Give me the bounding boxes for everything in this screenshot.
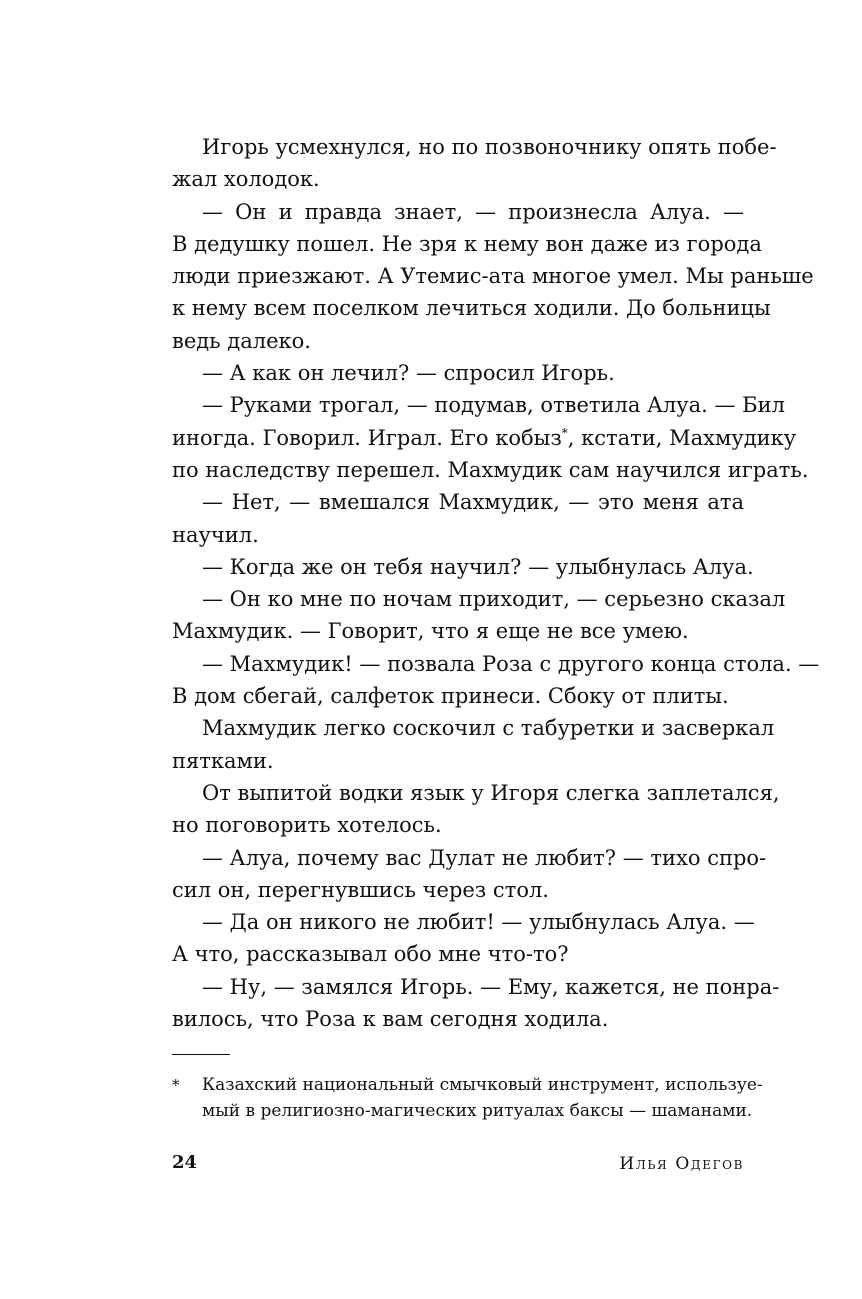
text-line-content: — Алуа, почему вас Дулат не любит? — тихо спро-: [202, 845, 767, 870]
text-line: [172, 842, 767, 874]
text-line-content: — Когда же он тебя научил? — улыбнулась Алуа.: [202, 554, 754, 579]
text-line: [172, 519, 744, 551]
text-line: [172, 809, 744, 841]
text-line-content: жал холодок.: [172, 167, 320, 192]
text-line-content: вилось, что Роза к вам сегодня ходила.: [172, 1007, 609, 1032]
text-line: [172, 454, 809, 486]
text-line: [172, 971, 780, 1003]
text-line: [172, 260, 814, 292]
text-line-content: — Да он никого не любит! — улыбнулась Алуа. —: [202, 910, 755, 935]
text-line-content: Махмудик. — Говорит, что я еще не все умею.: [172, 619, 689, 644]
text-line-content: ведь далеко.: [172, 328, 311, 353]
text-line-content: по наследству перешел. Махмудик сам научился играть.: [172, 457, 809, 482]
text-line: [172, 615, 744, 647]
text-line-content: но поговорить хотелось.: [172, 813, 442, 838]
footnote-text: [202, 1072, 763, 1124]
text-line-content: В дом сбегай, салфеток принеси. Сбоку от плиты.: [172, 684, 729, 709]
text-line: [172, 745, 744, 777]
text-line-content: А что, рассказывал обо мне что-то?: [172, 942, 569, 967]
text-line: [172, 777, 780, 809]
text-line: [172, 583, 786, 615]
text-line: [172, 325, 744, 357]
text-line-content: В дедушку пошел. Не зря к нему вон даже из города: [172, 231, 762, 256]
text-line-content: иногда. Говорил. Играл. Его кобыз: [172, 425, 562, 450]
footnote-rule: [172, 1054, 230, 1055]
text-line: [172, 874, 744, 906]
text-line: [172, 196, 744, 228]
text-line: [172, 292, 771, 324]
text-line: [172, 131, 777, 163]
text-line-content: пятками.: [172, 748, 274, 773]
text-line: [172, 163, 744, 195]
text-line: [172, 938, 744, 970]
text-line-content: люди приезжают. А Утемис-ата многое умел. Мы раньше: [172, 264, 814, 289]
footnote-line: мый в религиозно-магических ритуалах баксы — шаманами.: [202, 1101, 753, 1121]
text-line-content: — Нет, — вмешался Махмудик, — это меня ата: [202, 490, 744, 515]
text-line-content: — Он ко мне по ночам приходит, — серьезно сказал: [202, 587, 786, 612]
text-line: [172, 228, 762, 260]
text-line-content: — А как он лечил? — спросил Игорь.: [202, 361, 615, 386]
text-line-content: От выпитой водки язык у Игоря слегка заплетался,: [202, 780, 780, 805]
footnote: [172, 1072, 763, 1124]
text-line: [172, 486, 744, 518]
text-line: [172, 648, 820, 680]
footnote-marker: *: [172, 1076, 180, 1094]
text-line-content: Игорь усмехнулся, но по позвоночнику опять побе-: [202, 135, 777, 159]
text-line-content: — Руками трогал, — подумав, ответила Алуа. — Бил: [202, 393, 785, 418]
body-text: [172, 131, 820, 1035]
page-number: 24: [172, 1152, 198, 1173]
text-line-content: научил.: [172, 522, 259, 547]
text-line: [172, 422, 797, 454]
text-line-continuation: , кстати, Махмудику: [567, 425, 797, 450]
text-line: [172, 551, 754, 583]
text-line-content: — Он и правда знает, — произнесла Алуа. —: [202, 199, 744, 224]
text-line: [172, 906, 755, 938]
text-line-content: — Махмудик! — позвала Роза с другого конца стола. —: [202, 651, 820, 676]
footnote-reference[interactable]: *: [561, 425, 568, 440]
text-line-content: к нему всем поселком лечиться ходили. До больницы: [172, 296, 771, 321]
footnote-line: Казахский национальный смычковый инструмент, используе-: [202, 1075, 763, 1095]
running-footer: Илья Одегов: [619, 1154, 744, 1174]
text-line-content: Махмудик легко соскочил с табуретки и засверкал: [202, 716, 775, 741]
text-line: [172, 357, 744, 389]
text-line: [172, 712, 775, 744]
text-line: [172, 389, 785, 421]
text-line: [172, 1003, 744, 1035]
text-line-content: — Ну, — замялся Игорь. — Ему, кажется, не понра-: [202, 974, 780, 999]
text-line: [172, 680, 744, 712]
text-line-content: сил он, перегнувшись через стол.: [172, 877, 549, 902]
